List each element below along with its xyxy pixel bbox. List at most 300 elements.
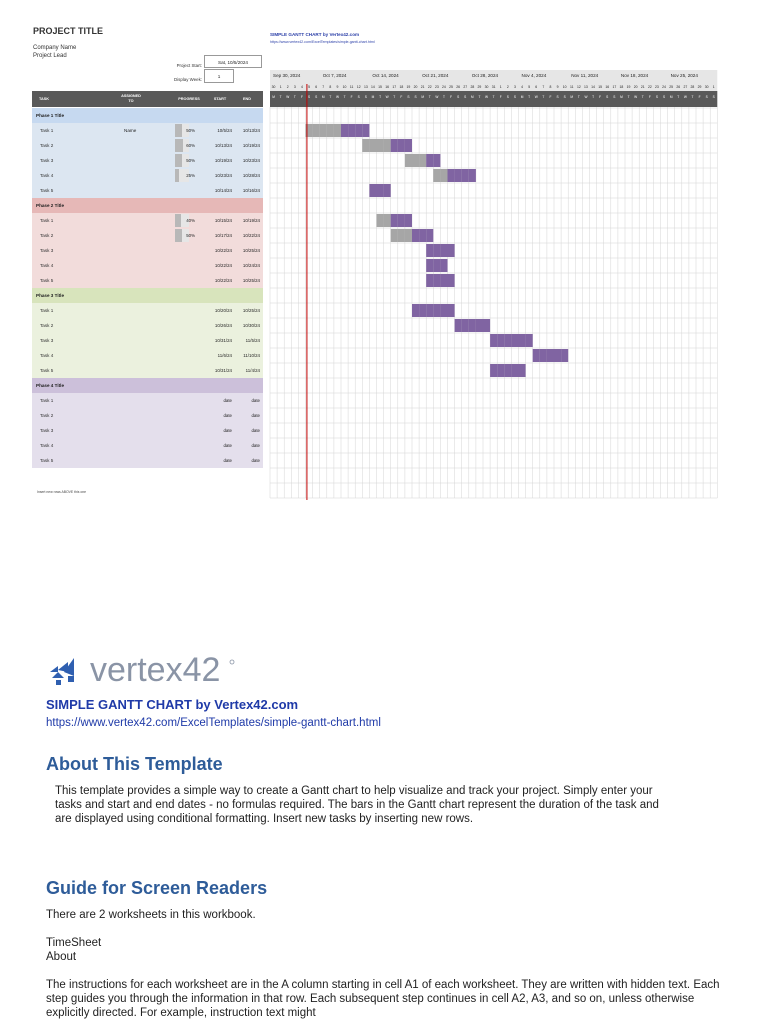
- task-end: date: [251, 443, 260, 448]
- task-name: Task 2: [40, 143, 54, 148]
- week-label: Oct 21, 2024: [422, 73, 449, 78]
- weekday-letter: S: [407, 95, 410, 99]
- project-start-input[interactable]: Sat, 10/5/2024: [204, 55, 262, 68]
- weekday-letter: S: [606, 95, 609, 99]
- task-bar: [391, 139, 398, 152]
- task-bar-done: [391, 229, 398, 242]
- day-number: 21: [420, 85, 425, 89]
- weekday-letter: F: [300, 95, 303, 99]
- weekday-letter: W: [335, 95, 339, 99]
- day-number: 14: [371, 85, 375, 89]
- day-number: 1: [499, 85, 502, 89]
- weekday-letter: T: [528, 95, 531, 99]
- weekday-letter: T: [542, 95, 545, 99]
- day-number: 8: [329, 85, 332, 89]
- header-task: TASK: [38, 97, 50, 101]
- week-label: Nov 25, 2024: [670, 73, 698, 78]
- task-start: 10/5/24: [217, 128, 232, 133]
- weekday-letter: M: [620, 95, 623, 99]
- task-start: 10/22/24: [214, 248, 232, 253]
- day-number: 16: [385, 85, 390, 89]
- weekday-letter: T: [428, 95, 431, 99]
- day-number: 28: [470, 85, 475, 89]
- vertex42-logo[interactable]: [46, 648, 246, 695]
- task-bar: [391, 214, 398, 227]
- task-end: 11/5/24: [245, 338, 260, 343]
- day-number: 25: [669, 85, 674, 89]
- task-bar: [384, 184, 391, 197]
- day-number: 17: [612, 85, 617, 89]
- task-bar: [405, 139, 412, 152]
- weekday-letter: T: [442, 95, 445, 99]
- task-end: 11/4/24: [245, 368, 260, 373]
- week-label: Nov 18, 2024: [620, 73, 649, 78]
- weekday-letter: M: [272, 95, 275, 99]
- task-start: 10/26/24: [214, 323, 232, 328]
- weekday-letter: F: [450, 95, 453, 99]
- task-name: Task 5: [40, 278, 54, 283]
- phase-title: Phase 4 Title: [36, 383, 65, 388]
- task-name: Task 4: [40, 263, 54, 268]
- week-label: Sep 30, 2024: [273, 73, 301, 78]
- weekday-letter: S: [457, 95, 460, 99]
- task-bar: [377, 184, 384, 197]
- weekday-letter: S: [307, 95, 311, 99]
- task-bar: [398, 214, 405, 227]
- weekday-letter: T: [627, 95, 630, 99]
- day-number: 28: [690, 85, 695, 89]
- task-end: date: [251, 413, 260, 418]
- display-week-label: Display Week:: [174, 77, 202, 82]
- task-name: Task 5: [40, 368, 54, 373]
- task-bar: [519, 364, 526, 377]
- week-label: Oct 28, 2024: [471, 73, 499, 78]
- weekday-letter: M: [570, 95, 574, 99]
- guide-intro: There are 2 worksheets in this workbook.: [46, 909, 256, 921]
- weekday-letter: M: [321, 95, 325, 99]
- task-name: Task 5: [40, 188, 54, 193]
- day-number: 6: [315, 85, 318, 89]
- task-bar: [469, 319, 476, 332]
- weekday-letter: W: [584, 95, 588, 99]
- weekday-letter: F: [350, 95, 353, 99]
- task-end: 10/23/24: [242, 158, 260, 163]
- weekday-letter: T: [379, 95, 382, 99]
- worksheet-name-2: About: [46, 951, 77, 963]
- task-end: 10/19/24: [242, 143, 260, 148]
- day-number: 15: [378, 85, 382, 89]
- day-number: 13: [363, 85, 368, 89]
- task-bar: [448, 169, 455, 182]
- day-number: 14: [591, 85, 595, 89]
- task-bar: [426, 229, 433, 242]
- task-bar: [462, 319, 469, 332]
- weekday-letter: W: [683, 95, 687, 99]
- task-bar: [540, 349, 547, 362]
- task-end: 10/25/24: [242, 278, 260, 283]
- task-bar: [448, 304, 455, 317]
- about-heading: About This Template: [46, 754, 223, 774]
- task-bar: [426, 304, 433, 317]
- day-number: 5: [308, 85, 310, 89]
- task-progress: 40%: [186, 218, 195, 223]
- weekday-letter: S: [705, 95, 708, 99]
- task-start: date: [223, 428, 232, 433]
- task-bar: [448, 244, 455, 257]
- vertex42-logo-icon: [46, 648, 246, 690]
- task-bar: [440, 304, 447, 317]
- day-number: 2: [286, 85, 289, 89]
- task-end: 10/13/24: [242, 128, 260, 133]
- task-bar-done: [377, 214, 384, 227]
- task-bar: [504, 334, 511, 347]
- task-start: 10/19/24: [214, 158, 232, 163]
- task-name: Task 5: [40, 458, 54, 463]
- task-start: date: [223, 398, 232, 403]
- task-bar-done: [313, 124, 320, 137]
- task-start: 10/23/24: [214, 173, 232, 178]
- task-start: date: [223, 458, 232, 463]
- phase-title: Phase 3 Title: [36, 293, 65, 298]
- day-number: 12: [576, 85, 581, 89]
- weekday-letter: S: [513, 95, 517, 99]
- phase-title: Phase 1 Title: [36, 113, 65, 118]
- day-number: 12: [356, 85, 361, 89]
- logo-wordmark: vertex42: [90, 651, 221, 689]
- weekday-letter: S: [315, 95, 318, 99]
- task-bar: [483, 319, 490, 332]
- weekday-letter: T: [279, 95, 282, 99]
- weekday-letter: W: [286, 95, 290, 99]
- task-start: 10/20/24: [214, 308, 232, 313]
- task-bar: [419, 229, 426, 242]
- task-bar-done: [398, 229, 405, 242]
- task-start: 10/15/24: [214, 218, 232, 223]
- weekday-letter: M: [371, 95, 375, 99]
- day-number: 29: [697, 85, 702, 89]
- day-number: 24: [662, 85, 666, 89]
- company-name[interactable]: Company Name: [33, 45, 77, 51]
- weekday-letter: W: [634, 95, 638, 99]
- task-progress: 50%: [186, 128, 195, 133]
- task-bar: [526, 334, 533, 347]
- weekday-letter: S: [655, 95, 659, 99]
- weekday-letter: S: [506, 95, 509, 99]
- task-bar-done: [419, 154, 426, 167]
- task-end: 10/19/24: [242, 218, 260, 223]
- task-bar: [341, 124, 348, 137]
- weekday-letter: T: [691, 95, 694, 99]
- day-number: 21: [640, 85, 645, 89]
- vertex-link-url[interactable]: https://www.vertex42.com/ExcelTemplates/simple-gantt-chart.html: [270, 40, 375, 44]
- weekday-letter: T: [641, 95, 644, 99]
- task-bar: [348, 124, 355, 137]
- weekday-letter: S: [357, 95, 360, 99]
- day-number: 29: [477, 85, 482, 89]
- task-start: date: [223, 413, 232, 418]
- day-number: 20: [413, 85, 418, 89]
- task-name: Task 4: [40, 173, 54, 178]
- weekday-letter: S: [563, 95, 566, 99]
- day-number: 22: [427, 85, 432, 89]
- task-bar-done: [377, 139, 384, 152]
- task-bar: [504, 364, 511, 377]
- task-name: Task 1: [40, 308, 54, 313]
- day-number: 18: [399, 85, 404, 89]
- task-start: 10/31/24: [214, 368, 232, 373]
- day-number: 3: [293, 85, 296, 89]
- task-bar-done: [384, 139, 391, 152]
- task-start: 10/17/24: [214, 233, 232, 238]
- weekday-header-band: [270, 91, 717, 107]
- task-name: Task 1: [40, 398, 54, 403]
- task-bar: [554, 349, 561, 362]
- header-assigned: ASSIGNED TO: [121, 94, 141, 103]
- task-bar: [362, 124, 369, 137]
- day-number: 6: [535, 85, 538, 89]
- task-bar: [355, 124, 362, 137]
- day-number: 19: [406, 85, 411, 89]
- task-bar: [469, 169, 476, 182]
- weekday-letter: T: [329, 95, 332, 99]
- weekday-letter: F: [400, 95, 403, 99]
- task-bar-done: [433, 169, 440, 182]
- task-assigned: Name: [124, 128, 137, 133]
- day-number: 23: [434, 85, 439, 89]
- day-number: 15: [598, 85, 603, 89]
- task-start: 10/31/24: [214, 338, 232, 343]
- task-start: 10/22/24: [214, 278, 232, 283]
- task-start: 10/14/24: [214, 188, 232, 193]
- task-name: Task 3: [40, 338, 54, 343]
- day-number: 7: [542, 85, 545, 89]
- task-end: 10/22/24: [242, 233, 260, 238]
- day-number: 4: [521, 85, 523, 89]
- task-bar: [476, 319, 483, 332]
- day-number: 10: [342, 85, 347, 89]
- task-end: 10/28/24: [242, 173, 260, 178]
- week-label: Nov 11, 2024: [571, 73, 599, 78]
- task-bar-done: [327, 124, 334, 137]
- weekday-letter: S: [613, 95, 616, 99]
- task-name: Task 3: [40, 248, 54, 253]
- week-label: Nov 4, 2024: [521, 73, 547, 78]
- weekday-letter: T: [677, 95, 680, 99]
- day-number: 23: [655, 85, 659, 89]
- day-number: 27: [683, 85, 688, 89]
- weekday-letter: T: [577, 95, 580, 99]
- task-bar: [405, 214, 412, 227]
- day-number: 22: [647, 85, 652, 89]
- task-bar-done: [384, 214, 391, 227]
- task-end: 10/16/24: [242, 188, 260, 193]
- doc-url-link[interactable]: https://www.vertex42.com/ExcelTemplates/simple-gantt-chart.html: [46, 717, 381, 729]
- task-bar: [511, 364, 518, 377]
- task-bar: [440, 244, 447, 257]
- day-number: 31: [491, 85, 496, 89]
- task-bar: [497, 334, 504, 347]
- weekday-letter: M: [421, 95, 424, 99]
- task-progress: 50%: [186, 158, 195, 163]
- header-end: END: [242, 97, 252, 101]
- weekday-letter: F: [648, 95, 651, 99]
- header-progress: PROGRESS: [178, 97, 200, 101]
- instructions-paragraph: The instructions for each worksheet are in the A column starting in cell A1 of each worksheet. They are written with hidden text. Each step guides you through the information in that row. Each subsequent step continues in cell A2, A3, and so on, unless otherwise explicitly directed. For example, instruction text might: [46, 979, 720, 1019]
- task-name: Task 2: [40, 233, 54, 238]
- weekday-letter: M: [520, 95, 524, 99]
- day-number: 30: [704, 85, 709, 89]
- task-end: date: [251, 458, 260, 463]
- task-end: 10/25/24: [242, 248, 260, 253]
- day-number: 20: [633, 85, 638, 89]
- task-bar: [448, 274, 455, 287]
- task-bar: [433, 274, 440, 287]
- weekday-letter: T: [592, 95, 595, 99]
- task-end: 10/30/24: [242, 323, 260, 328]
- task-end: date: [251, 428, 260, 433]
- weekday-letter: S: [556, 95, 559, 99]
- day-number: 10: [562, 85, 567, 89]
- task-name: Task 1: [40, 128, 54, 133]
- task-bar: [440, 259, 447, 272]
- weekday-letter: M: [669, 95, 673, 99]
- day-number: 27: [463, 85, 468, 89]
- task-end: 10/24/24: [242, 263, 260, 268]
- about-paragraph: This template provides a simple way to create a Gantt chart to help visualize and track your project. Simply enter your tasks and start and end dates - no formulas required. The bars in the Gantt chart represent the duration of the task and are displayed using conditional formatting. Insert new tasks by inserting new rows.: [55, 785, 659, 825]
- weekday-letter: W: [534, 95, 538, 99]
- weekday-letter: S: [464, 95, 467, 99]
- day-number: 9: [336, 85, 339, 89]
- weekday-letter: F: [549, 95, 552, 99]
- week-label: Oct 14, 2024: [372, 73, 399, 78]
- task-bar: [426, 259, 433, 272]
- weekday-letter: F: [698, 95, 701, 99]
- task-name: Task 1: [40, 218, 54, 223]
- task-bar: [455, 319, 462, 332]
- day-number: 11: [349, 85, 354, 89]
- day-number: 3: [514, 85, 516, 89]
- day-number: 26: [676, 85, 681, 89]
- task-bar: [497, 364, 504, 377]
- task-bar: [412, 304, 419, 317]
- day-number: 19: [626, 85, 631, 89]
- task-progress: 50%: [186, 233, 195, 238]
- task-bar: [433, 259, 440, 272]
- task-bar: [462, 169, 469, 182]
- day-number: 30: [271, 85, 276, 89]
- weekday-letter: S: [414, 95, 417, 99]
- weekday-letter: S: [712, 95, 715, 99]
- insert-rows-note: Insert new rows ABOVE this one: [37, 490, 86, 494]
- task-start: 11/6/24: [217, 353, 232, 358]
- day-number: 11: [569, 85, 574, 89]
- day-number: 25: [449, 85, 453, 89]
- task-bar: [547, 349, 554, 362]
- task-start: 10/13/24: [214, 143, 232, 148]
- day-number: 9: [556, 85, 559, 89]
- weekday-letter: T: [293, 95, 296, 99]
- weekday-letter: W: [385, 95, 389, 99]
- task-bar-done: [440, 169, 447, 182]
- day-number: 2: [506, 85, 509, 89]
- day-number: 18: [619, 85, 624, 89]
- task-bar-done: [369, 139, 376, 152]
- day-number: 1: [279, 85, 282, 89]
- task-bar-done: [405, 154, 412, 167]
- task-bar-done: [362, 139, 369, 152]
- task-name: Task 3: [40, 428, 54, 433]
- day-number: 24: [442, 85, 446, 89]
- task-bar: [511, 334, 518, 347]
- weekday-letter: T: [343, 95, 346, 99]
- phase-title: Phase 2 Title: [36, 203, 65, 208]
- task-name: Task 3: [40, 158, 54, 163]
- task-bar-done: [334, 124, 341, 137]
- day-number: 17: [392, 85, 397, 89]
- task-end: date: [251, 398, 260, 403]
- day-number: 26: [456, 85, 461, 89]
- weekday-letter: T: [393, 95, 396, 99]
- weekday-letter: S: [364, 95, 367, 99]
- task-bar: [369, 184, 376, 197]
- task-bar: [433, 244, 440, 257]
- week-label: Oct 7, 2024: [322, 73, 347, 78]
- doc-title[interactable]: SIMPLE GANTT CHART by Vertex42.com: [46, 697, 299, 712]
- day-number: 5: [528, 85, 531, 89]
- task-bar: [398, 139, 405, 152]
- task-bar: [426, 274, 433, 287]
- project-lead[interactable]: Project Lead: [33, 53, 67, 59]
- task-end: 10/25/24: [242, 308, 260, 313]
- worksheet-name-1: TimeSheet: [46, 937, 102, 949]
- task-bar: [533, 349, 540, 362]
- vertex-link-title[interactable]: SIMPLE GANTT CHART by Vertex42.com: [270, 32, 360, 37]
- task-progress: 60%: [186, 143, 195, 148]
- day-number: 30: [484, 85, 489, 89]
- day-number: 7: [322, 85, 325, 89]
- task-progress: 25%: [186, 173, 195, 178]
- project-title[interactable]: PROJECT TITLE: [33, 26, 104, 36]
- weekday-letter: W: [485, 95, 489, 99]
- weekday-letter: W: [435, 95, 439, 99]
- day-number: 13: [584, 85, 588, 89]
- task-bar: [419, 304, 426, 317]
- task-bar-done: [405, 229, 412, 242]
- task-start: date: [223, 443, 232, 448]
- task-bar: [426, 244, 433, 257]
- task-bar: [561, 349, 568, 362]
- task-name: Task 2: [40, 413, 54, 418]
- day-number: 8: [549, 85, 552, 89]
- task-name: Task 2: [40, 323, 54, 328]
- display-week-input[interactable]: 1: [204, 69, 234, 83]
- task-bar: [412, 229, 419, 242]
- header-start: START: [213, 97, 227, 101]
- weekday-letter: M: [471, 95, 474, 99]
- weekday-letter: F: [499, 95, 502, 99]
- weekday-letter: S: [662, 95, 666, 99]
- project-start-label: Project Start:: [176, 63, 202, 68]
- task-bar: [455, 169, 462, 182]
- guide-heading: Guide for Screen Readers: [46, 878, 268, 898]
- day-number: 4: [301, 85, 303, 89]
- task-bar: [490, 334, 497, 347]
- task-bar: [426, 154, 433, 167]
- task-bar: [433, 304, 440, 317]
- task-bar: [440, 274, 447, 287]
- gantt-chart: [0, 0, 768, 510]
- task-bar-done: [320, 124, 327, 137]
